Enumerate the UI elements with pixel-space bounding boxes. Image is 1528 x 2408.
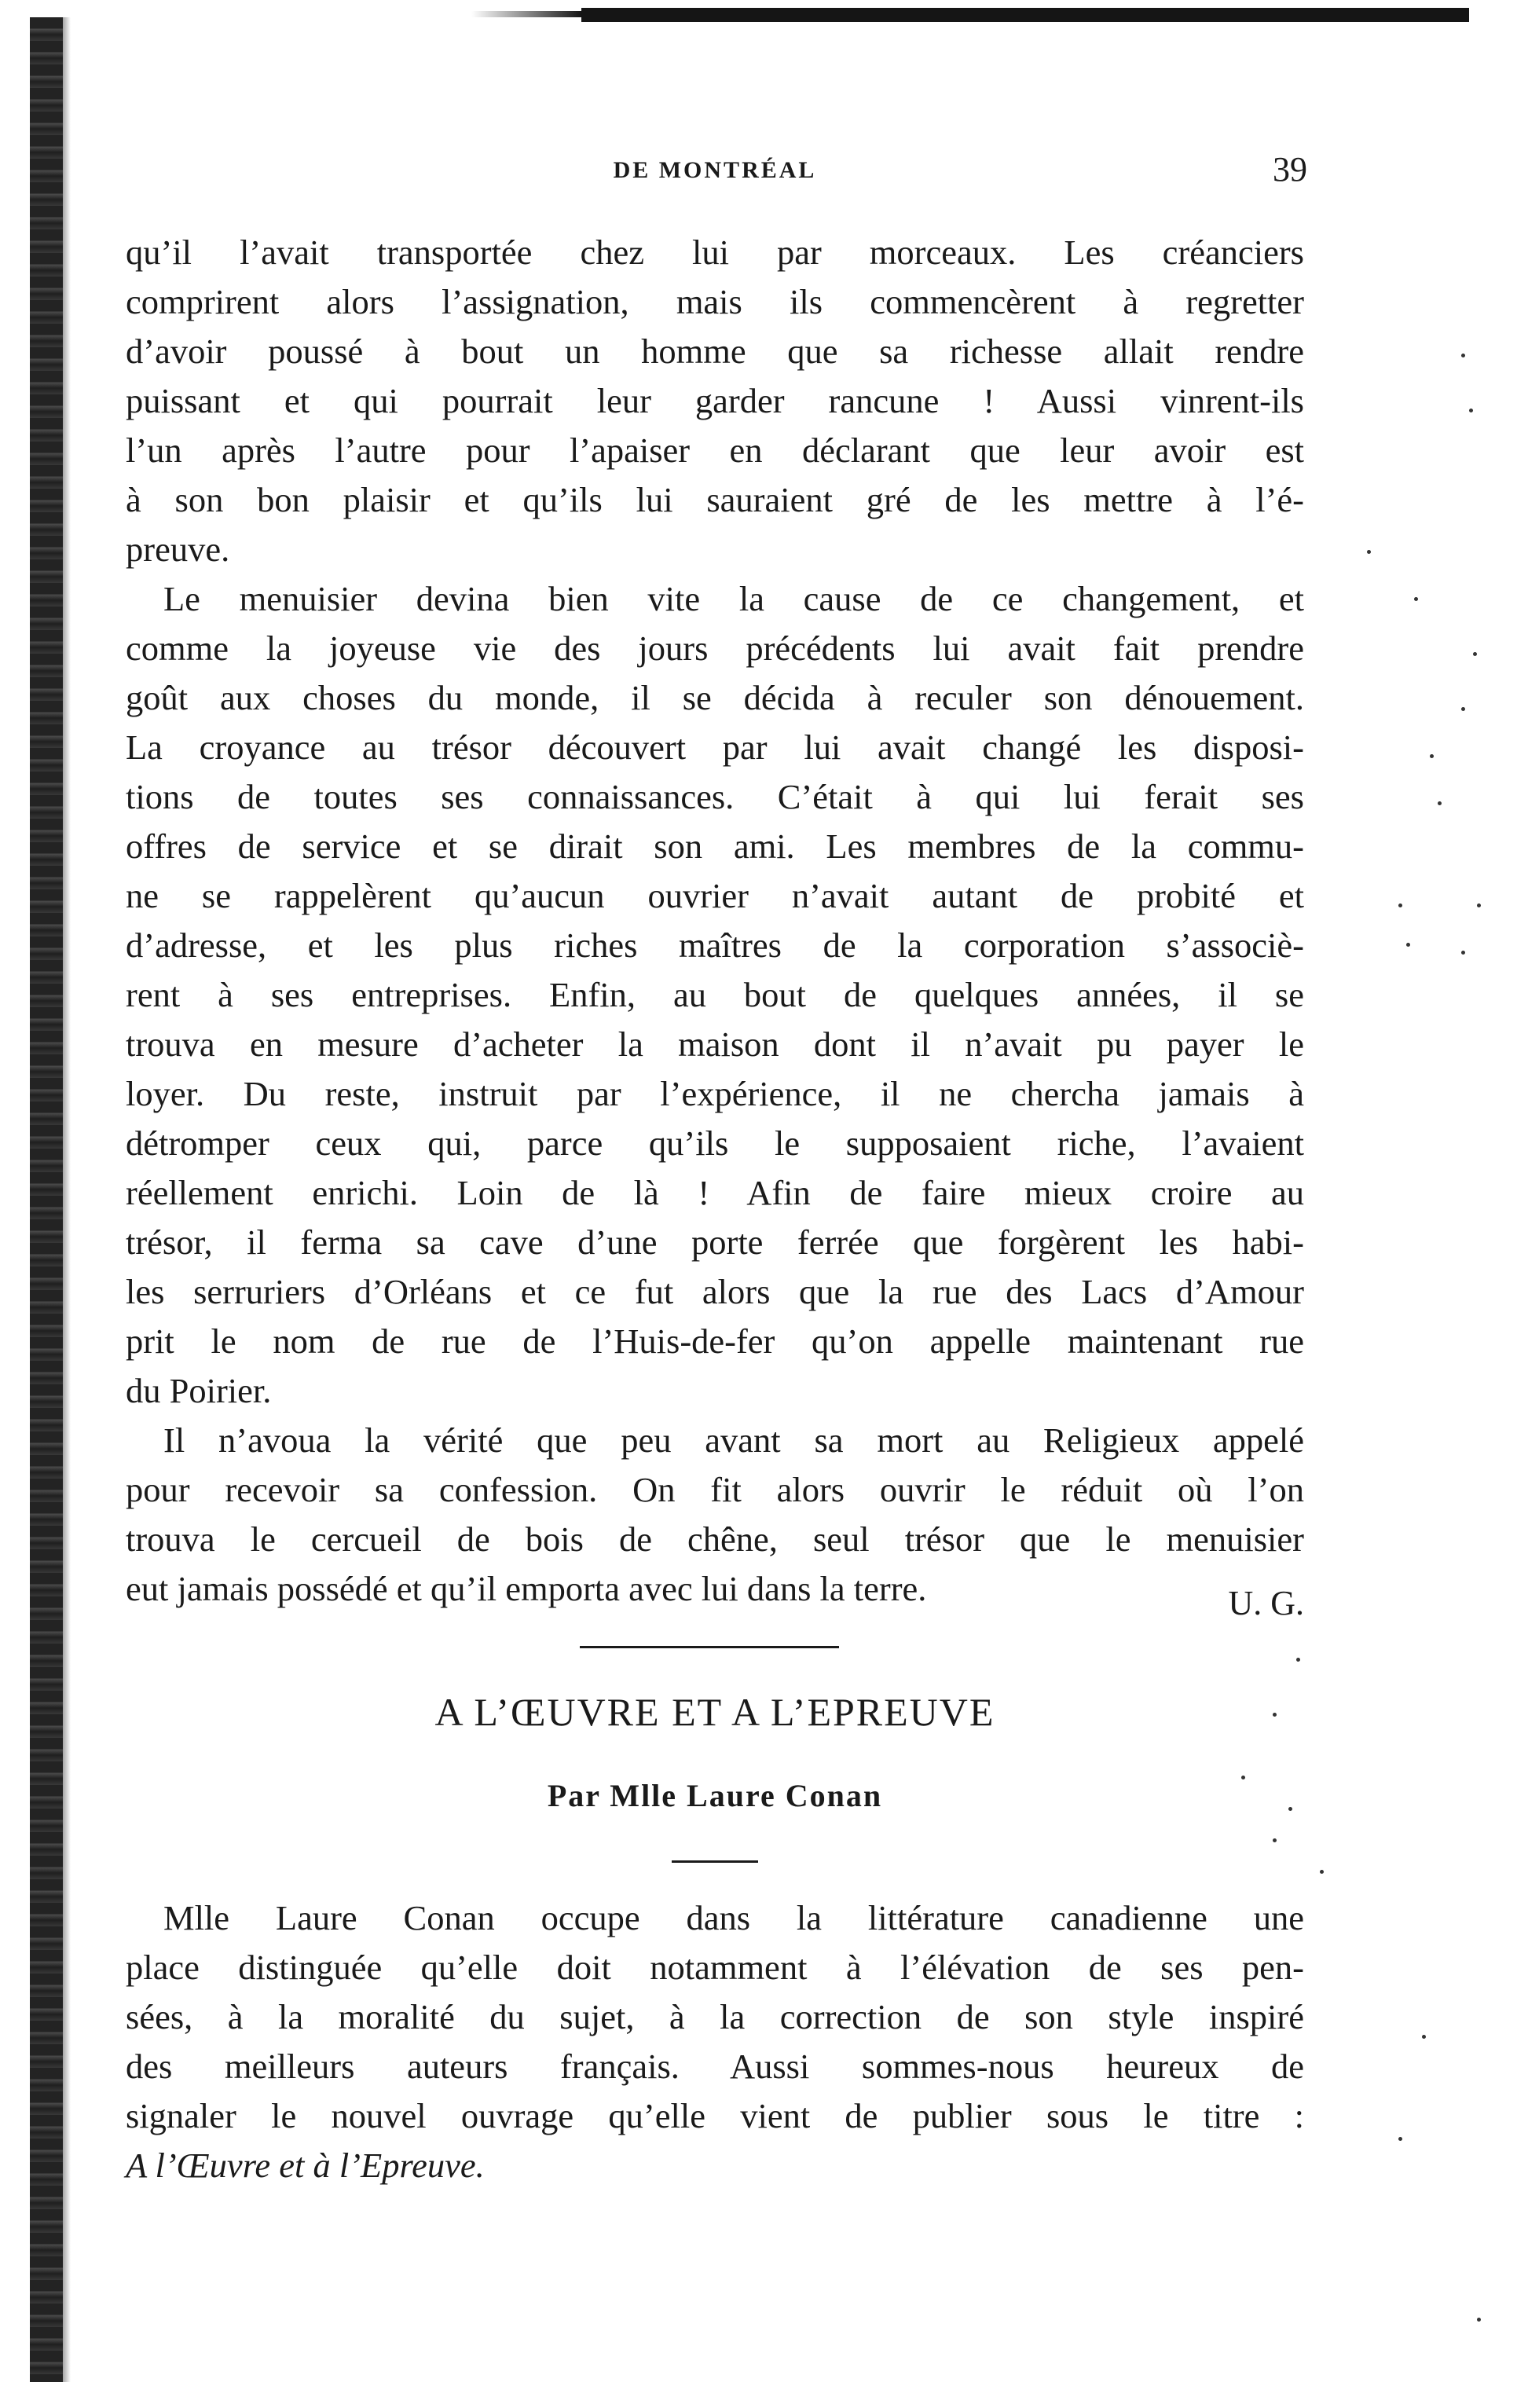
body-line: qu’il l’avait transportée chez lui par morceaux. Les créanciers [126, 233, 1304, 272]
body-line: eut jamais possédé et qu’il emporta avec lui dans la terre. [126, 1569, 927, 1608]
scan-speck [1273, 1838, 1277, 1842]
body-line: l’un après l’autre pour l’apaiser en déclarant que leur avoir est [126, 431, 1304, 470]
running-head-title: DE MONTRÉAL [613, 157, 817, 183]
scan-speck [1430, 754, 1434, 758]
page-number: 39 [1273, 150, 1307, 189]
running-head [126, 149, 1307, 196]
section-author: Par Mlle Laure Conan [547, 1778, 883, 1813]
scan-binding-shadow [63, 17, 71, 2382]
scan-speck [1461, 951, 1465, 955]
scan-speck [1288, 1807, 1292, 1811]
body-line: loyer. Du reste, instruit par l’expérience, il ne chercha jamais à [126, 1074, 1304, 1113]
body-line: du Poirier. [126, 1371, 272, 1410]
body-line: rent à ses entreprises. Enfin, au bout de quelques années, il se [126, 975, 1304, 1014]
body-line: trouva en mesure d’acheter la maison dont il n’avait pu payer le [126, 1024, 1304, 1064]
review-line: des meilleurs auteurs français. Aussi sommes-nous heureux de [126, 2047, 1304, 2086]
review-line: sées, à la moralité du sujet, à la correction de son style inspiré [126, 1997, 1304, 2036]
body-line: puissant et qui pourrait leur garder rancune ! Aussi vinrent-ils [126, 381, 1304, 420]
scan-speck [1398, 903, 1402, 907]
scan-speck [1473, 652, 1477, 656]
review-line: A l’Œuvre et à l’Epreuve. [126, 2146, 485, 2185]
body-line: réellement enrichi. Loin de là ! Afin de faire mieux croire au [126, 1173, 1304, 1212]
scan-speck [1241, 1776, 1245, 1779]
body-text [126, 228, 1304, 1614]
body-line: détromper ceux qui, parce qu’ils le supposaient riche, l’avaient [126, 1123, 1304, 1163]
body-line: preuve. [126, 530, 230, 569]
scan-speck [1414, 597, 1418, 601]
body-line: trésor, il ferma sa cave d’une porte ferrée que forgèrent les habi- [126, 1222, 1304, 1262]
body-line: d’avoir poussé à bout un homme que sa richesse allait rendre [126, 332, 1304, 371]
body-line: tions de toutes ses connaissances. C’était à qui lui ferait ses [126, 777, 1304, 816]
body-line: Il n’avoua la vérité que peu avant sa mort au Religieux appelé [163, 1420, 1304, 1460]
body-line: d’adresse, et les plus riches maîtres de la corporation s’associè- [126, 925, 1304, 965]
article-signature: U. G. [1228, 1584, 1304, 1622]
scan-speck [1461, 707, 1465, 711]
scan-binding-edge [30, 17, 63, 2382]
body-line: les serruriers d’Orléans et ce fut alors que la rue des Lacs d’Amour [126, 1272, 1304, 1311]
scan-speck [1398, 2137, 1402, 2141]
section-divider [580, 1646, 839, 1648]
author-divider [672, 1860, 758, 1863]
body-line: goût aux choses du monde, il se décida à reculer son dénouement. [126, 678, 1304, 717]
scan-top-rule [581, 8, 1469, 22]
scan-speck [1422, 2035, 1426, 2039]
review-line: signaler le nouvel ouvrage qu’elle vient de publier sous le titre : [126, 2096, 1304, 2135]
scan-speck [1438, 801, 1442, 805]
body-line: ne se rappelèrent qu’aucun ouvrier n’avait autant de probité et [126, 876, 1304, 915]
scan-speck [1320, 1870, 1324, 1874]
scan-speck [1273, 1713, 1277, 1717]
section-title: A L’ŒUVRE ET A L’EPREUVE [434, 1690, 995, 1734]
review-line: place distinguée qu’elle doit notamment à l’élévation de ses pen- [126, 1948, 1304, 1987]
scan-speck [1461, 354, 1465, 357]
body-line: La croyance au trésor découvert par lui avait changé les disposi- [126, 728, 1304, 767]
body-line: à son bon plaisir et qu’ils lui sauraient gré de les mettre à l’é- [126, 480, 1304, 519]
scan-speck [1406, 943, 1410, 947]
review-text [126, 1893, 1304, 2190]
body-line: comprirent alors l’assignation, mais ils commencèrent à regretter [126, 282, 1304, 321]
body-line: pour recevoir sa confession. On fit alors ouvrir le réduit où l’on [126, 1470, 1304, 1509]
body-line: trouva le cercueil de bois de chêne, seul trésor que le menuisier [126, 1519, 1304, 1559]
body-line: Le menuisier devina bien vite la cause de ce changement, et [163, 579, 1304, 618]
scan-speck [1367, 550, 1371, 554]
review-line: Mlle Laure Conan occupe dans la littérature canadienne une [163, 1898, 1304, 1937]
body-line: comme la joyeuse vie des jours précédents lui avait fait prendre [126, 629, 1304, 668]
scan-speck [1477, 903, 1481, 907]
scan-top-rule-fade [471, 11, 581, 17]
scan-speck [1296, 1658, 1300, 1662]
body-line: offres de service et se dirait son ami. Les membres de la commu- [126, 826, 1304, 866]
body-line: prit le nom de rue de l’Huis-de-fer qu’on appelle maintenant rue [126, 1321, 1304, 1361]
scan-speck [1477, 2318, 1481, 2322]
scan-speck [1469, 409, 1473, 412]
